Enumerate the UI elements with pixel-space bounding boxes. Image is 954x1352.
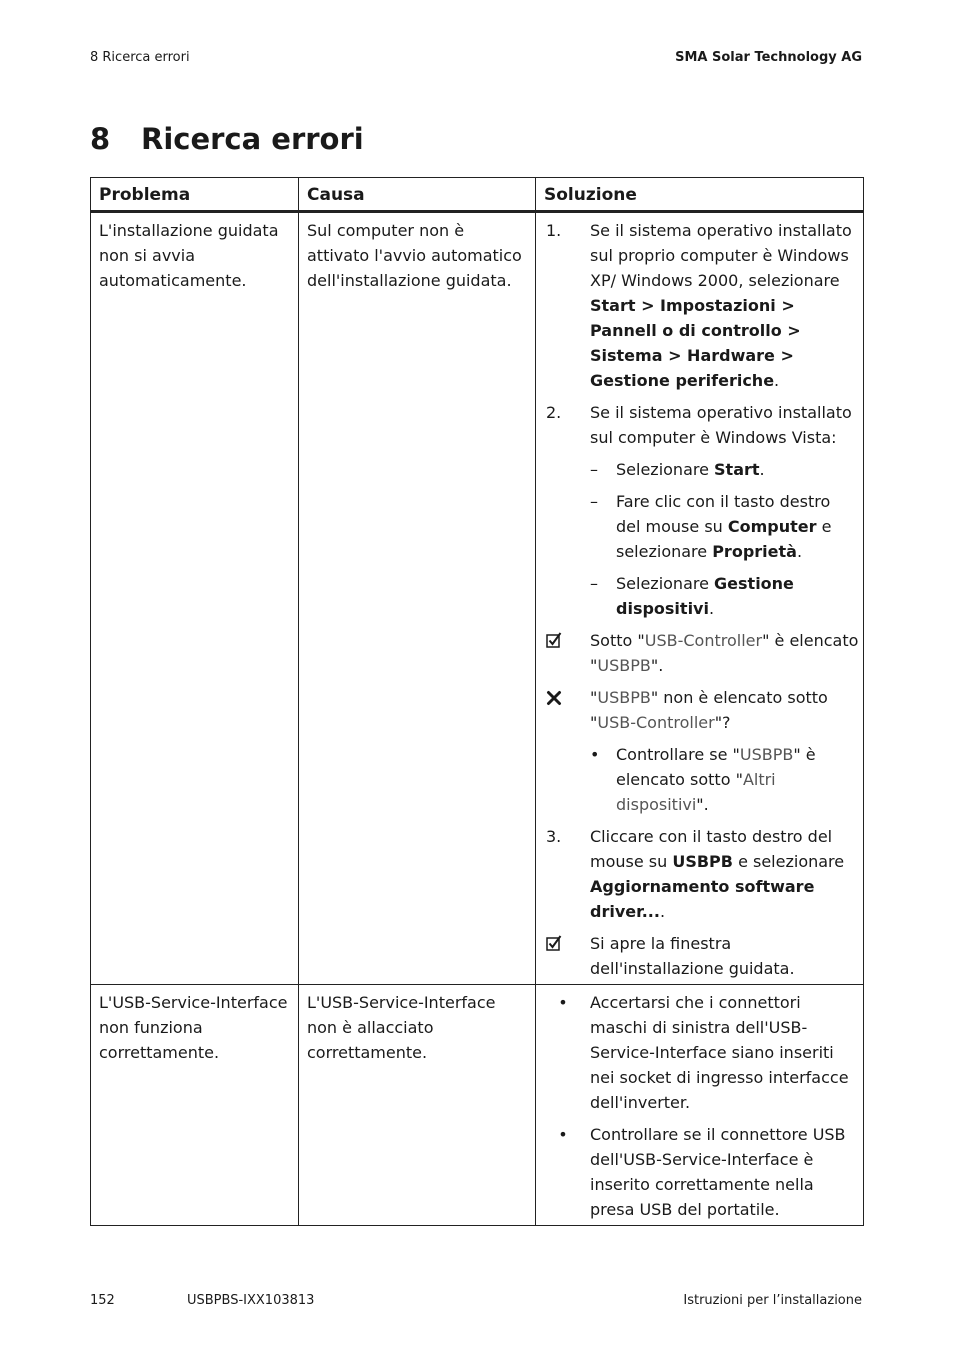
problem-cell: L'USB-Service-Interface non funziona correttamente. — [91, 985, 299, 1226]
result-error: "USBPB" non è elencato sotto "USB-Controller"? — [546, 685, 859, 735]
sub-step: – Selezionare Start. — [590, 457, 859, 482]
table-header-row — [91, 178, 864, 212]
solution-step-3: 3. Cliccare con il tasto destro del mouse su USBPB e selezionare Aggiornamento software driver.... — [546, 824, 859, 924]
document-code: USBPBS-IXX103813 — [187, 1293, 315, 1308]
sub-step: – Selezionare Gestione dispositivi. — [590, 571, 859, 621]
chapter-title-text: Ricerca errori — [141, 122, 364, 156]
chapter-title — [90, 122, 364, 156]
document-title: Istruzioni per l’installazione — [683, 1293, 862, 1308]
dash-marker: – — [590, 574, 598, 593]
sub-step: – Fare clic con il tasto destro del mouse su Computer e selezionare Proprietà. — [590, 489, 859, 564]
problem-cell: L'installazione guidata non si avvia automaticamente. — [91, 212, 299, 985]
list-item: • Accertarsi che i connettori maschi di sinistra dell'USB-Service-Interface siano inseriti nei socket di ingresso interfacce dell'inverter. — [546, 990, 859, 1115]
menu-path: Start > Impostazioni > Pannell o di controllo > Sistema > Hardware > Gestione periferiche — [590, 296, 801, 390]
solution-step-2 — [546, 400, 859, 450]
step-number: 1. — [546, 221, 562, 240]
bullet-marker: • — [558, 1125, 568, 1144]
checkbox-checked-icon — [546, 628, 590, 678]
table-row — [91, 212, 864, 985]
solution-cell — [536, 985, 864, 1226]
cause-cell: Sul computer non è attivato l'avvio automatico dell'installazione guidata. — [299, 212, 536, 985]
step-text: Se il sistema operativo installato sul proprio computer è Windows XP/ Windows 2000, selezionare — [590, 221, 852, 290]
step-number: 3. — [546, 827, 562, 846]
solution-cell — [536, 212, 864, 985]
page-number: 152 — [90, 1293, 115, 1308]
bullet-marker: • — [590, 745, 600, 764]
running-header-section: 8 Ricerca errori — [90, 50, 190, 65]
dash-marker: – — [590, 492, 598, 511]
column-header-solution: Soluzione — [536, 178, 864, 212]
list-item: • Controllare se il connettore USB dell'USB-Service-Interface è inserito correttamente nella presa USB del portatile. — [546, 1122, 859, 1222]
bullet-marker: • — [558, 993, 568, 1012]
dash-marker: – — [590, 460, 598, 479]
result-text: Si apre la finestra dell'installazione guidata. — [590, 934, 795, 978]
chapter-number: 8 — [90, 122, 111, 156]
running-header-company: SMA Solar Technology AG — [675, 50, 862, 65]
column-header-problem: Problema — [91, 178, 299, 212]
solution-step-1: 1. Se il sistema operativo installato sul proprio computer è Windows XP/ Windows 2000, selezionare Start > Impostazioni > Pannell o di controllo > Sistema > Hardware > Gestione periferiche. — [546, 218, 859, 393]
sub-step: • Controllare se "USBPB" è elencato sotto "Altri dispositivi". — [590, 742, 859, 817]
cross-icon — [546, 685, 590, 735]
result-ok — [546, 931, 859, 981]
checkbox-checked-icon — [546, 931, 590, 981]
column-header-cause: Causa — [299, 178, 536, 212]
troubleshooting-table — [90, 177, 864, 1226]
cause-cell: L'USB-Service-Interface non è allacciato correttamente. — [299, 985, 536, 1226]
result-ok: Sotto "USB-Controller" è elencato "USBPB". — [546, 628, 859, 678]
step-text: Se il sistema operativo installato sul computer è Windows Vista: — [590, 403, 852, 447]
step-number: 2. — [546, 403, 562, 422]
table-row — [91, 985, 864, 1226]
